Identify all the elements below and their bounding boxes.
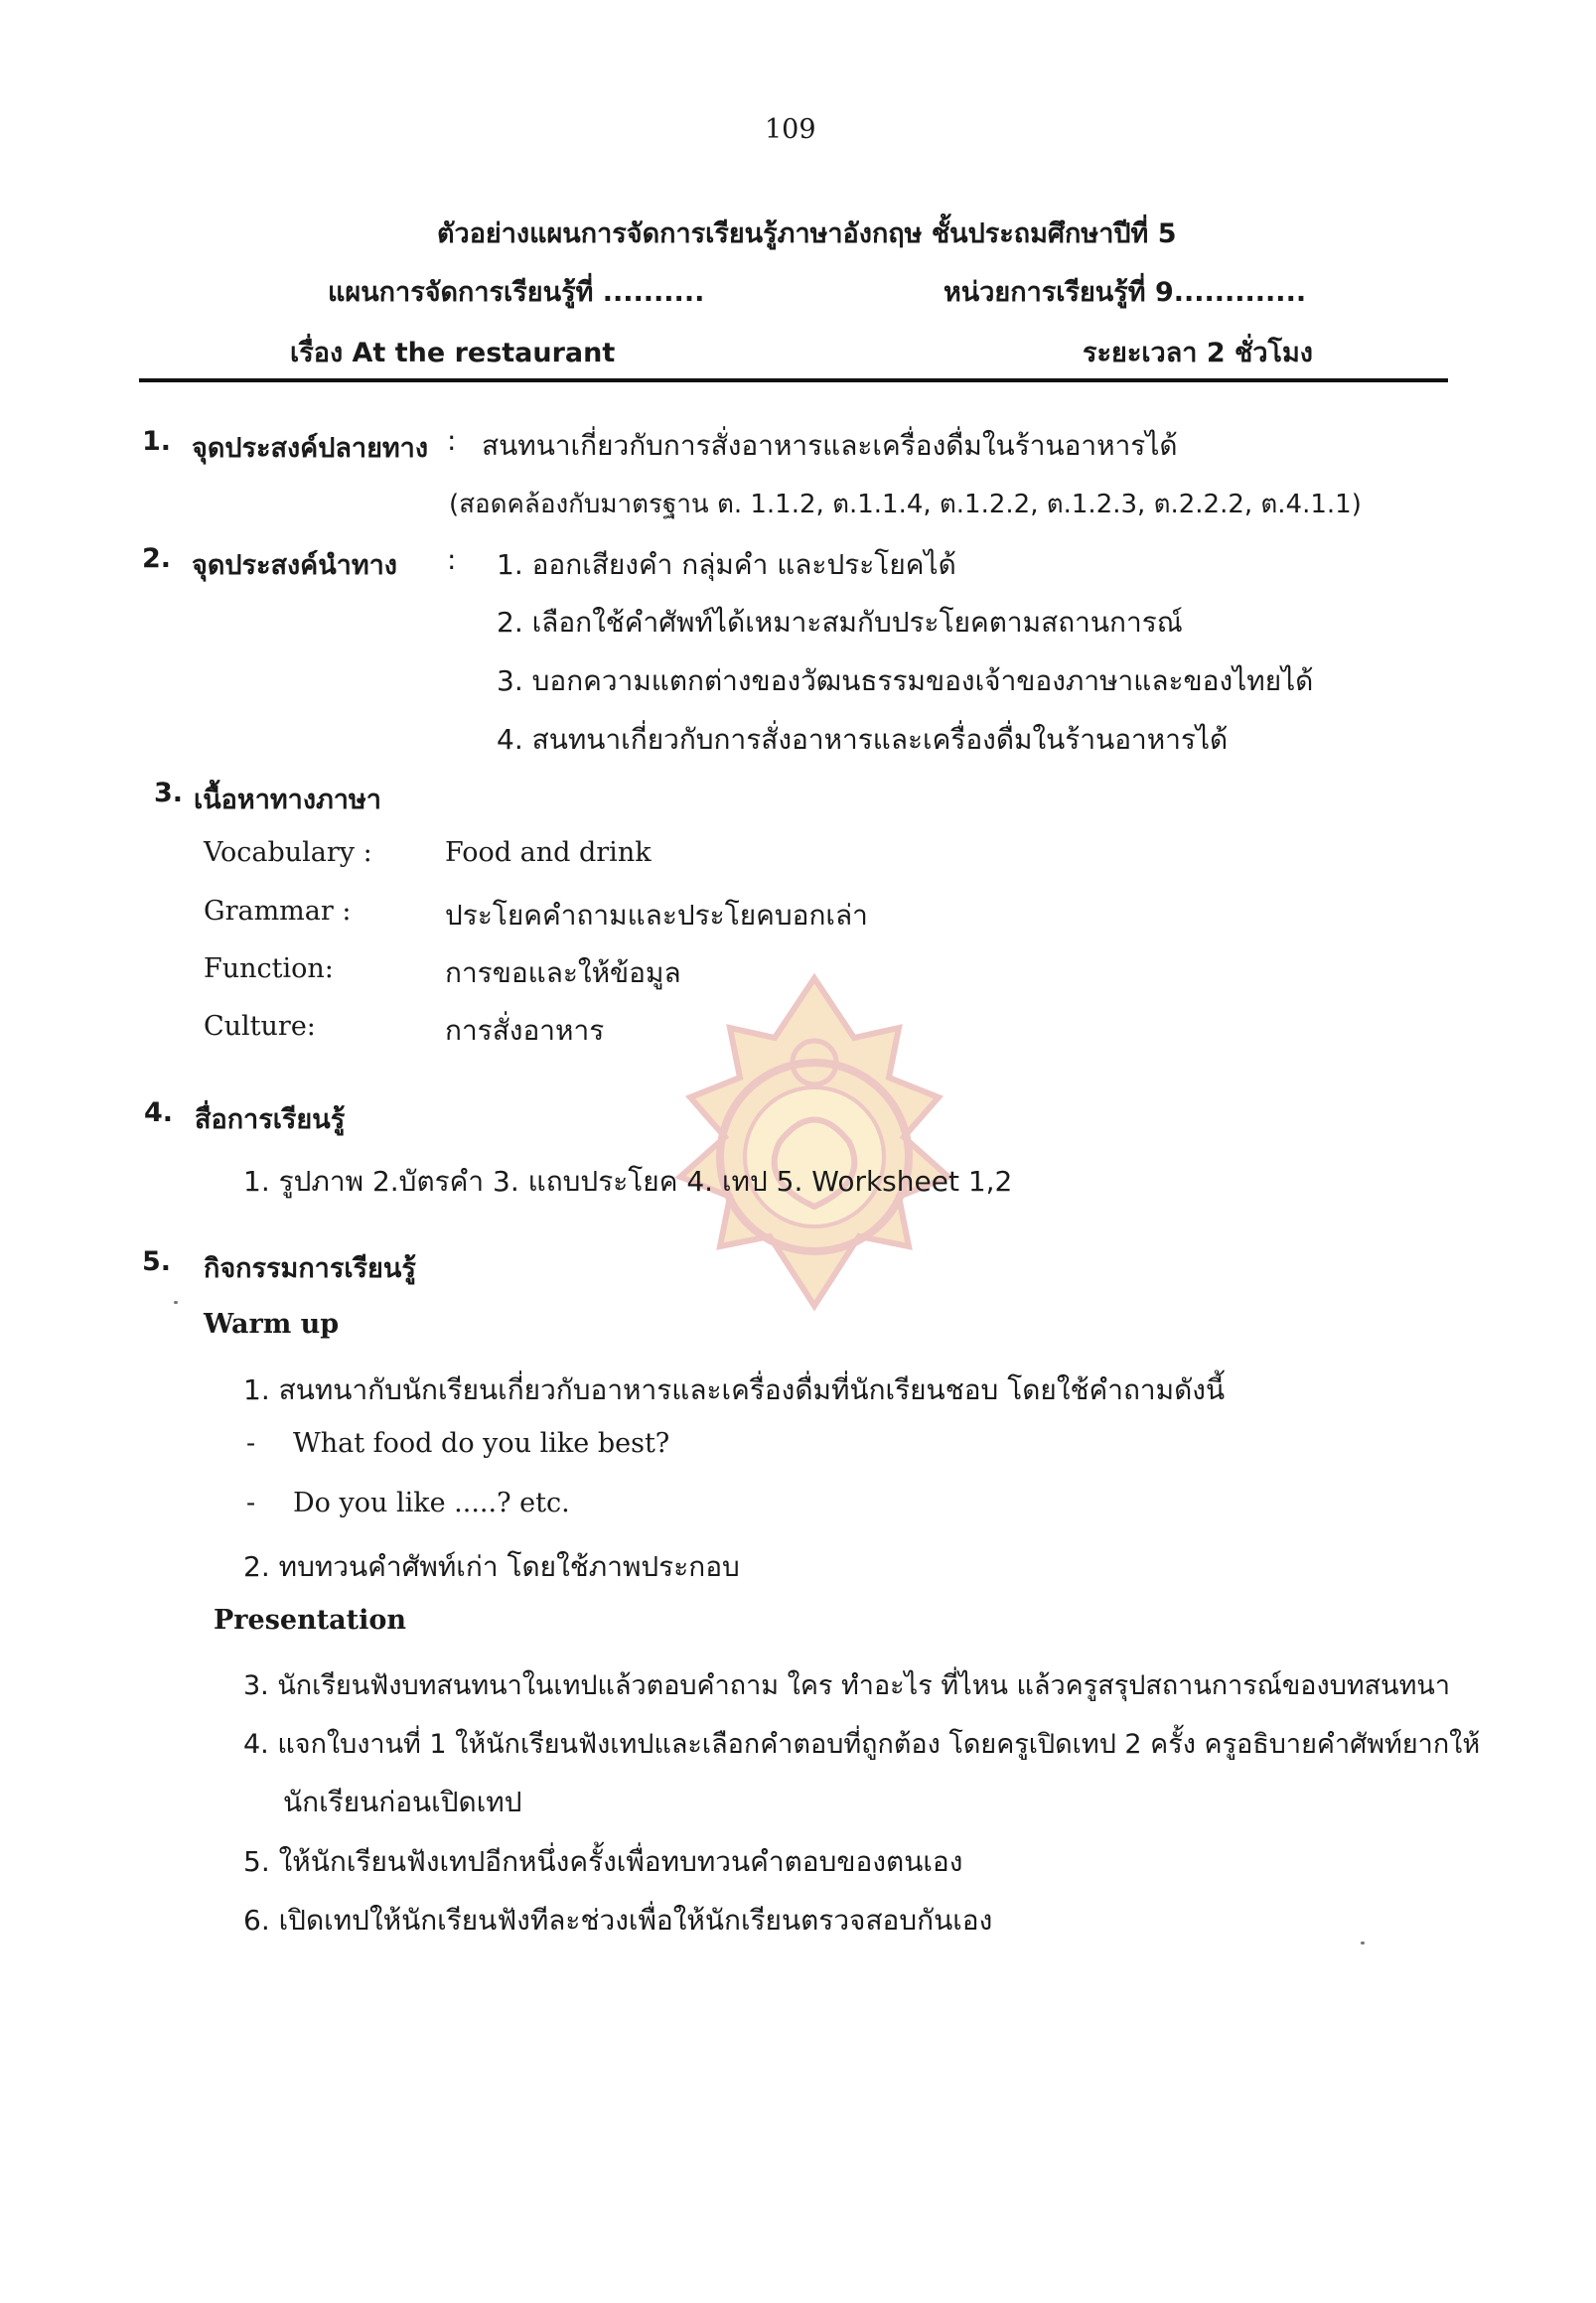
section2-item: 2. เลือกใช้คำศัพท์ได้เหมาะสมกับประโยคตามสถานการณ์ xyxy=(497,606,1183,639)
content-row-label: Culture: xyxy=(204,1011,316,1042)
section2-number: 2. xyxy=(142,543,172,574)
section1-title: จุดประสงค์ปลายทาง xyxy=(192,433,429,464)
department-seal-watermark xyxy=(651,968,978,1326)
content-row-value: การสั่งอาหาร xyxy=(445,1014,605,1047)
section5-number: 5. xyxy=(142,1246,172,1277)
section4-number: 4. xyxy=(144,1097,174,1128)
activity-item-continued: นักเรียนก่อนเปิดเทป xyxy=(283,1786,522,1818)
content-row-label: Grammar : xyxy=(204,896,352,927)
duration-label: ระยะเวลา 2 ชั่วโมง xyxy=(1083,338,1313,368)
activity-item: 4. แจกใบงานที่ 1 ให้นักเรียนฟังเทปและเลือกคำตอบที่ถูกต้อง โดยครูเปิดเทป 2 ครั้ง ครูอธิบายคำศัพท์ยากให้ xyxy=(243,1729,1481,1760)
warmup-heading: Warm up xyxy=(204,1309,340,1340)
header-divider xyxy=(139,378,1448,382)
section2-item: 1. ออกเสียงคำ กลุ่มคำ และประโยคได้ xyxy=(497,548,956,581)
activity-item: 3. นักเรียนฟังบทสนทนาในเทปแล้วตอบคำถาม ใคร ทำอะไร ที่ไหน แล้วครูสรุปสถานการณ์ของบทสนทนา xyxy=(243,1670,1450,1701)
content-row-label: Function: xyxy=(204,953,334,984)
section1-objective: สนทนาเกี่ยวกับการสั่งอาหารและเครื่องดื่มในร้านอาหารได้ xyxy=(482,429,1178,462)
section4-title: สื่อการเรียนรู้ xyxy=(195,1104,346,1135)
scan-speck xyxy=(174,1301,178,1304)
activity-item: 6. เปิดเทปให้นักเรียนฟังทีละช่วงเพื่อให้นักเรียนตรวจสอบกันเอง xyxy=(243,1904,993,1937)
section2-title: จุดประสงค์นำทาง xyxy=(192,550,397,581)
activity-item: 5. ให้นักเรียนฟังเทปอีกหนึ่งครั้งเพื่อทบทวนคำตอบของตนเอง xyxy=(243,1845,963,1878)
section1-separator: : xyxy=(447,424,457,457)
bullet-dash: - xyxy=(246,1488,256,1518)
page-number: 109 xyxy=(765,114,816,145)
unit-number-label: หน่วยการเรียนรู้ที่ 9............. xyxy=(943,277,1307,308)
section3-number: 3. xyxy=(154,778,184,808)
content-row-value: Food and drink xyxy=(445,837,652,868)
scan-speck xyxy=(1361,1942,1365,1944)
materials-list: 1. รูปภาพ 2.บัตรคำ 3. แถบประโยค 4. เทป 5. Worksheet 1,2 xyxy=(243,1165,1013,1198)
content-row-value: การขอและให้ข้อมูล xyxy=(445,956,681,989)
section2-item: 3. บอกความแตกต่างของวัฒนธรรมของเจ้าของภาษาและของไทยได้ xyxy=(497,664,1314,697)
section1-number: 1. xyxy=(142,426,172,457)
content-row-label: Vocabulary : xyxy=(204,837,372,868)
question-bullet: What food do you like best? xyxy=(293,1428,670,1459)
topic-label: เรื่อง At the restaurant xyxy=(290,338,616,368)
section2-item: 4. สนทนาเกี่ยวกับการสั่งอาหารและเครื่องดื่มในร้านอาหารได้ xyxy=(497,723,1229,756)
activity-item: 2. ทบทวนคำศัพท์เก่า โดยใช้ภาพประกอบ xyxy=(243,1550,740,1583)
document-title: ตัวอย่างแผนการจัดการเรียนรู้ภาษาอังกฤษ ชั้นประถมศึกษาปีที่ 5 xyxy=(437,218,1177,249)
section1-standards: (สอดคล้องกับมาตรฐาน ต. 1.1.2, ต.1.1.4, ต.1.2.2, ต.1.2.3, ต.2.2.2, ต.4.1.1) xyxy=(449,490,1362,519)
content-row-value: ประโยคคำถามและประโยคบอกเล่า xyxy=(445,899,868,932)
section2-separator: : xyxy=(447,543,457,576)
activity-item: 1. สนทนากับนักเรียนเกี่ยวกับอาหารและเครื่องดื่มที่นักเรียนชอบ โดยใช้คำถามดังนี้ xyxy=(243,1373,1226,1406)
bullet-dash: - xyxy=(246,1428,256,1459)
plan-number-label: แผนการจัดการเรียนรู้ที่ .......... xyxy=(328,277,705,308)
question-bullet: Do you like .....? etc. xyxy=(293,1488,570,1518)
section3-title: เนื้อหาทางภาษา xyxy=(194,785,381,815)
section5-title: กิจกรรมการเรียนรู้ xyxy=(204,1253,416,1284)
presentation-heading: Presentation xyxy=(214,1605,407,1636)
